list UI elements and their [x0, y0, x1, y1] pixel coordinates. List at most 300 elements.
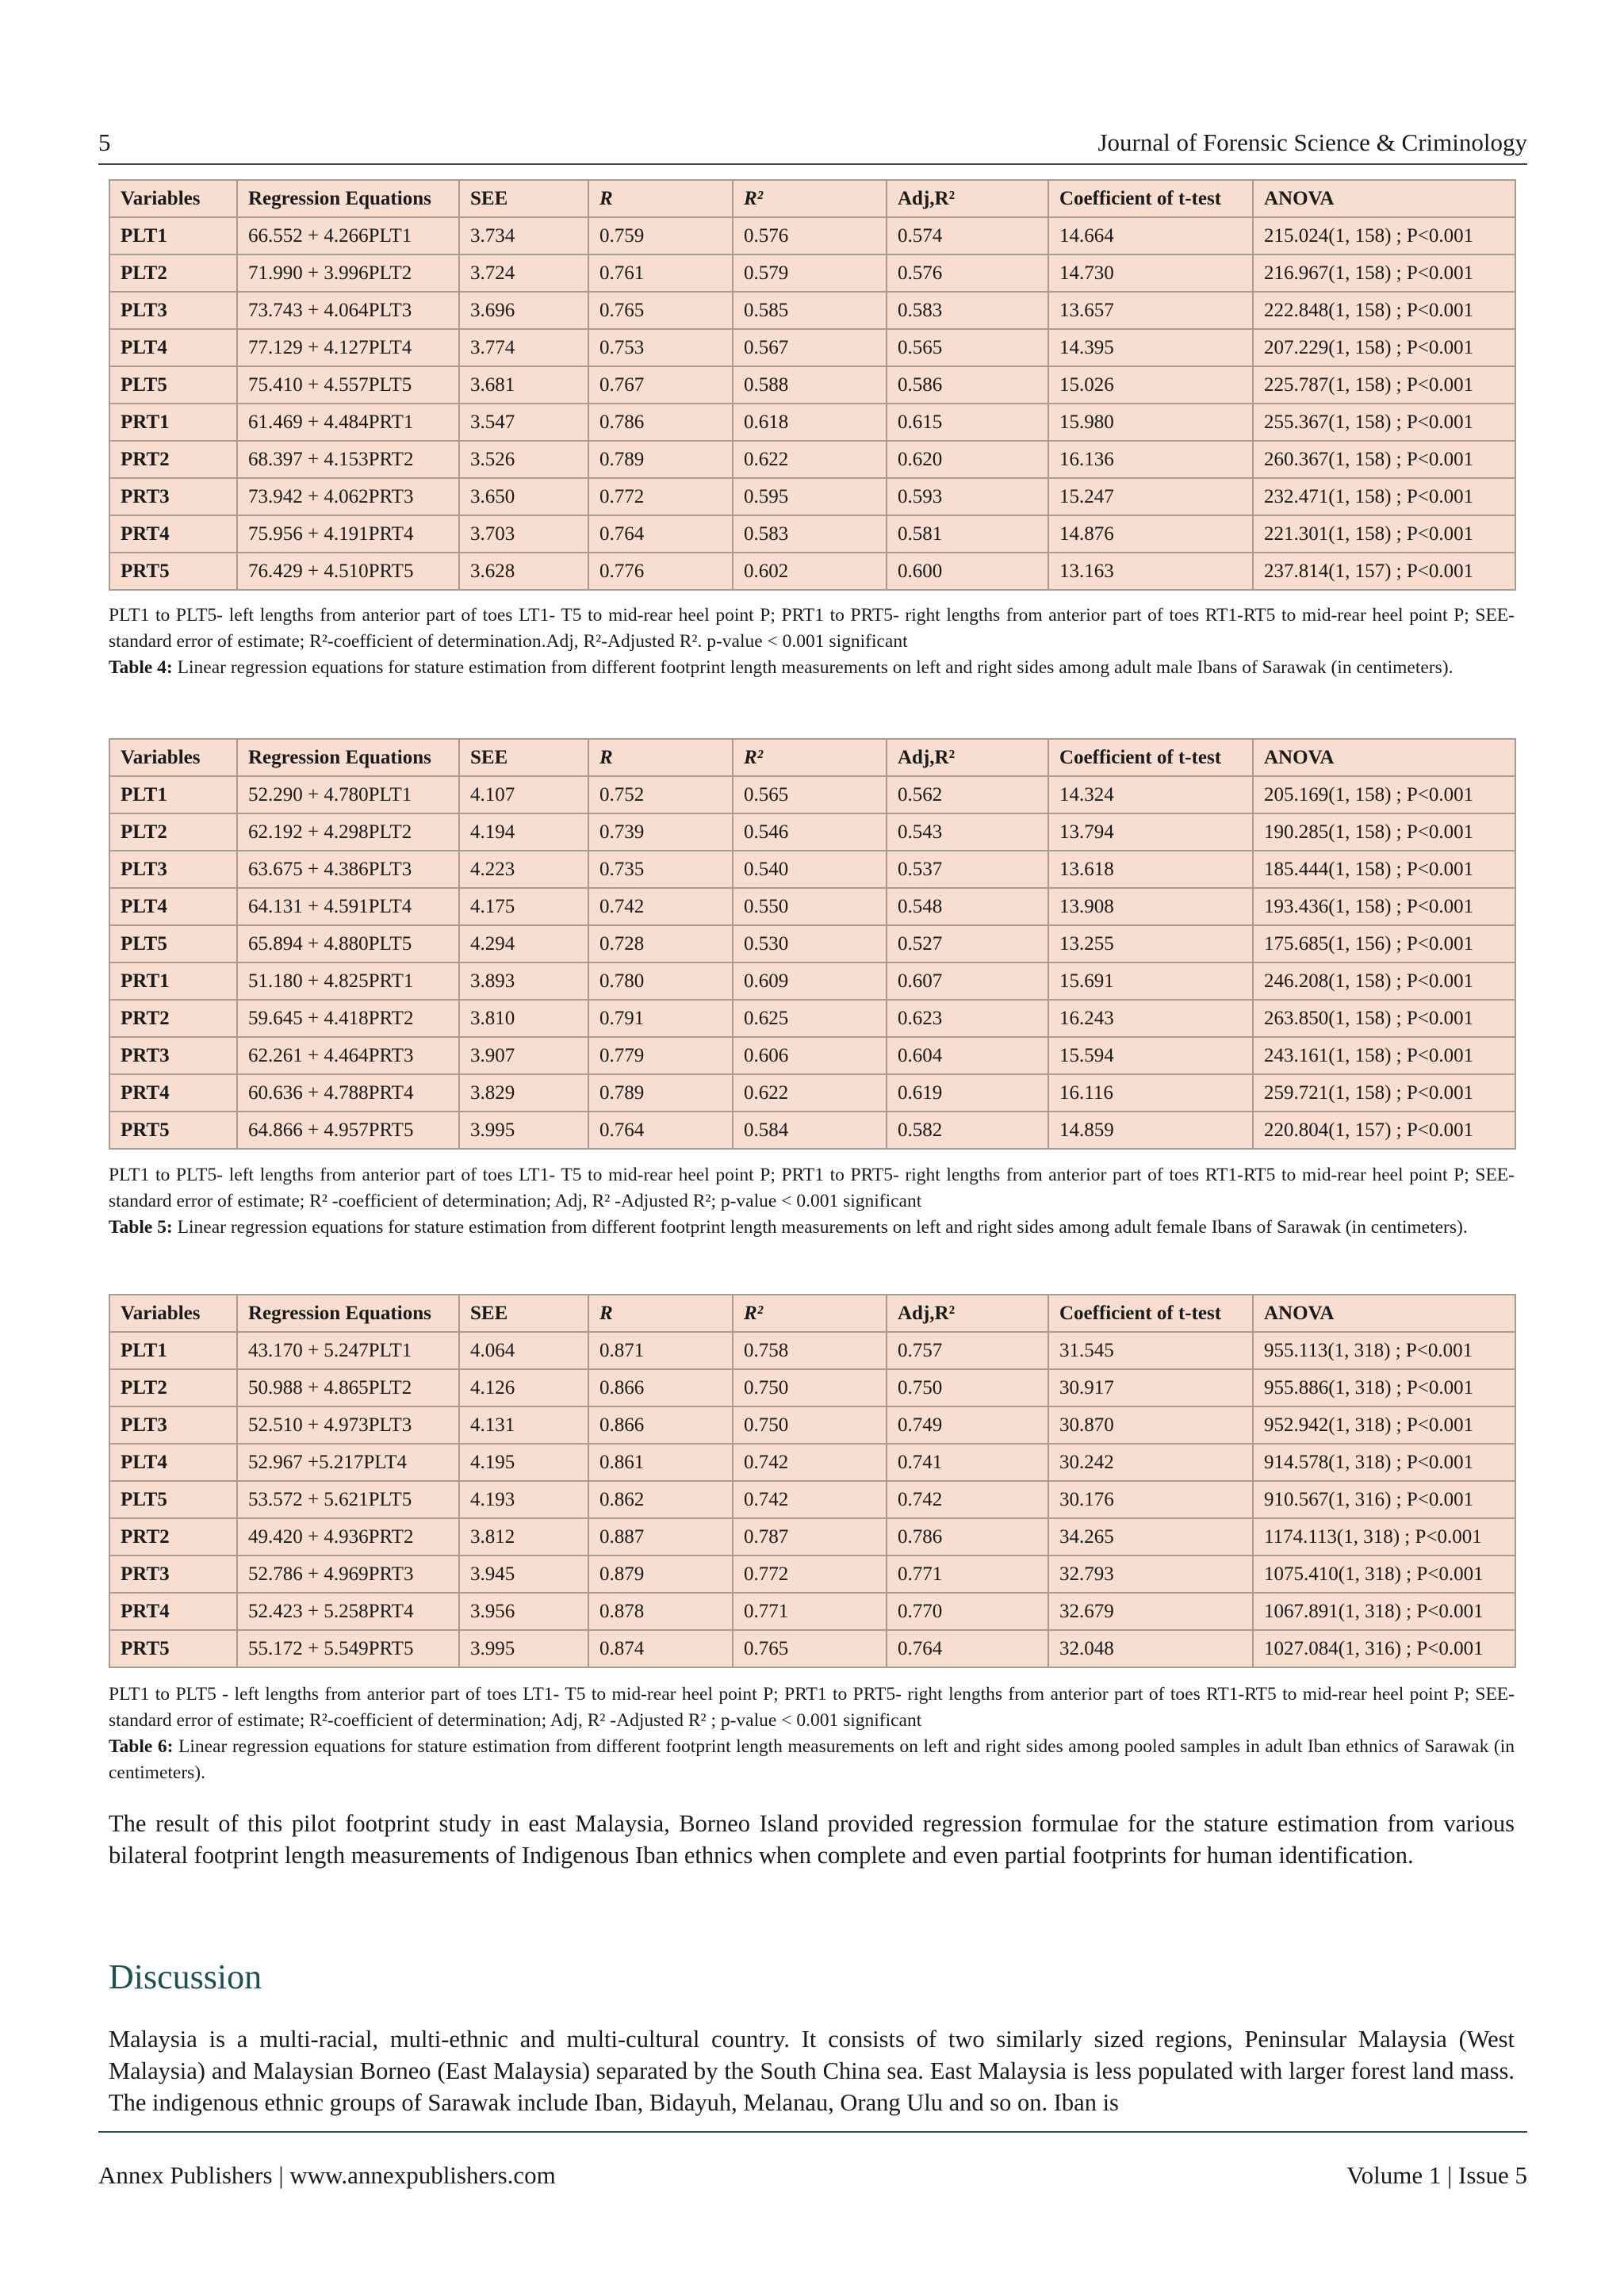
variable-cell: PLT2 — [109, 813, 237, 851]
table-5-caption-text: Linear regression equations for stature estimation from different footprint length measurements on left and right sides among adult female Ibans of Sarawak (in centimeters). — [177, 1217, 1468, 1238]
table-cell: 60.636 + 4.788PRT4 — [237, 1074, 459, 1112]
table-cell: 0.887 — [588, 1518, 733, 1556]
table-cell: 0.742 — [588, 888, 733, 925]
table-cell: 4.107 — [459, 776, 588, 813]
table-cell: 0.607 — [887, 962, 1048, 1000]
table-cell: 0.565 — [733, 776, 887, 813]
column-header: SEE — [459, 1295, 588, 1332]
table-cell: 3.907 — [459, 1037, 588, 1074]
table-cell: 4.064 — [459, 1332, 588, 1369]
table-row — [109, 404, 1515, 441]
table-cell: 15.026 — [1048, 366, 1253, 404]
table-cell: 0.600 — [887, 553, 1048, 590]
variable-cell: PLT3 — [109, 292, 237, 329]
table-cell: 0.862 — [588, 1481, 733, 1518]
table-cell: 225.787(1, 158) ; P<0.001 — [1253, 366, 1515, 404]
table-cell: 76.429 + 4.510PRT5 — [237, 553, 459, 590]
table-cell: 15.594 — [1048, 1037, 1253, 1074]
table-cell: 0.623 — [887, 1000, 1048, 1037]
table-5 — [109, 738, 1516, 1150]
table-cell: 0.735 — [588, 851, 733, 888]
table-header-row — [109, 739, 1515, 776]
table-cell: 0.742 — [733, 1481, 887, 1518]
table-row — [109, 962, 1515, 1000]
table-cell: 255.367(1, 158) ; P<0.001 — [1253, 404, 1515, 441]
table-cell: 0.584 — [733, 1112, 887, 1149]
table-cell: 1075.410(1, 318) ; P<0.001 — [1253, 1556, 1515, 1593]
table-cell: 50.988 + 4.865PLT2 — [237, 1369, 459, 1406]
table-cell: 52.510 + 4.973PLT3 — [237, 1406, 459, 1444]
table-6-caption-text: Linear regression equations for stature estimation from different footprint length measurements on left and right sides among pooled samples in adult Iban ethnics of Sarawak (in centimeters). — [109, 1736, 1515, 1783]
table-row — [109, 1593, 1515, 1630]
table-row — [109, 1112, 1515, 1149]
table-row — [109, 441, 1515, 478]
table-cell: 0.874 — [588, 1630, 733, 1667]
column-header: ANOVA — [1253, 1295, 1515, 1332]
table-cell: 0.620 — [887, 441, 1048, 478]
footer-rule — [98, 2131, 1527, 2133]
table-cell: 0.871 — [588, 1332, 733, 1369]
table-cell: 31.545 — [1048, 1332, 1253, 1369]
table-cell: 30.870 — [1048, 1406, 1253, 1444]
column-header: Variables — [109, 1295, 237, 1332]
table-row — [109, 888, 1515, 925]
variable-cell: PRT4 — [109, 515, 237, 553]
table-row — [109, 553, 1515, 590]
column-header: R² — [733, 739, 887, 776]
table-cell: 3.774 — [459, 329, 588, 366]
table-cell: 3.893 — [459, 962, 588, 1000]
table-cell: 3.945 — [459, 1556, 588, 1593]
table-cell: 13.657 — [1048, 292, 1253, 329]
table-cell: 13.908 — [1048, 888, 1253, 925]
table-cell: 3.526 — [459, 441, 588, 478]
table-row — [109, 1630, 1515, 1667]
table-cell: 52.786 + 4.969PRT3 — [237, 1556, 459, 1593]
table-cell: 0.753 — [588, 329, 733, 366]
variable-cell: PLT2 — [109, 1369, 237, 1406]
table-cell: 0.609 — [733, 962, 887, 1000]
table-cell: 0.757 — [887, 1332, 1048, 1369]
table-cell: 13.794 — [1048, 813, 1253, 851]
table-cell: 0.765 — [588, 292, 733, 329]
table-cell: 0.749 — [887, 1406, 1048, 1444]
table-cell: 68.397 + 4.153PRT2 — [237, 441, 459, 478]
table-4-caption — [109, 655, 1515, 681]
table-row — [109, 1000, 1515, 1037]
table-cell: 52.423 + 5.258PRT4 — [237, 1593, 459, 1630]
table-cell: 0.741 — [887, 1444, 1048, 1481]
table-cell: 4.294 — [459, 925, 588, 962]
column-header: Coefficient of t-test — [1048, 739, 1253, 776]
table-cell: 64.866 + 4.957PRT5 — [237, 1112, 459, 1149]
table-cell: 43.170 + 5.247PLT1 — [237, 1332, 459, 1369]
column-header: R² — [733, 180, 887, 217]
column-header: Regression Equations — [237, 180, 459, 217]
table-cell: 3.734 — [459, 217, 588, 254]
variable-cell: PRT1 — [109, 962, 237, 1000]
table-row — [109, 1518, 1515, 1556]
column-header: R — [588, 1295, 733, 1332]
table-cell: 190.285(1, 158) ; P<0.001 — [1253, 813, 1515, 851]
table-cell: 0.761 — [588, 254, 733, 292]
table-cell: 0.586 — [887, 366, 1048, 404]
table-row — [109, 1556, 1515, 1593]
table-cell: 246.208(1, 158) ; P<0.001 — [1253, 962, 1515, 1000]
table-cell: 0.619 — [887, 1074, 1048, 1112]
table-4-caption-label: Table 4: — [109, 657, 173, 678]
table-cell: 3.810 — [459, 1000, 588, 1037]
table-cell: 0.546 — [733, 813, 887, 851]
table-cell: 0.759 — [588, 217, 733, 254]
table-cell: 16.136 — [1048, 441, 1253, 478]
table-cell: 61.469 + 4.484PRT1 — [237, 404, 459, 441]
table-cell: 3.703 — [459, 515, 588, 553]
table-cell: 0.770 — [887, 1593, 1048, 1630]
table-5-note: PLT1 to PLT5- left lengths from anterior part of toes LT1- T5 to mid-rear heel point P; PRT1 to PRT5- right lengths from anterior part of toes RT1-RT5 to mid-rear heel point P; SEE- standard error of estimate; R² -coefficient of determination; Adj, R² -Adjusted R²; p-value < 0.001 significant — [109, 1165, 1515, 1211]
table-header-row — [109, 1295, 1515, 1332]
column-header: Variables — [109, 739, 237, 776]
table-cell: 4.194 — [459, 813, 588, 851]
table-row — [109, 366, 1515, 404]
column-header: Coefficient of t-test — [1048, 1295, 1253, 1332]
table-cell: 0.866 — [588, 1369, 733, 1406]
column-header: Adj,R² — [887, 180, 1048, 217]
table-cell: 0.771 — [733, 1593, 887, 1630]
table-cell: 0.530 — [733, 925, 887, 962]
variable-cell: PRT5 — [109, 1630, 237, 1667]
table-cell: 13.255 — [1048, 925, 1253, 962]
table-cell: 0.583 — [887, 292, 1048, 329]
table-row — [109, 1037, 1515, 1074]
table-cell: 3.812 — [459, 1518, 588, 1556]
column-header: SEE — [459, 739, 588, 776]
table-5-caption — [109, 1215, 1515, 1241]
table-cell: 263.850(1, 158) ; P<0.001 — [1253, 1000, 1515, 1037]
table-cell: 3.650 — [459, 478, 588, 515]
table-cell: 75.410 + 4.557PLT5 — [237, 366, 459, 404]
table-cell: 52.967 +5.217PLT4 — [237, 1444, 459, 1481]
table-cell: 4.131 — [459, 1406, 588, 1444]
table-cell: 0.615 — [887, 404, 1048, 441]
table-cell: 0.771 — [887, 1556, 1048, 1593]
variable-cell: PRT3 — [109, 1556, 237, 1593]
table-cell: 0.879 — [588, 1556, 733, 1593]
table-cell: 0.750 — [887, 1369, 1048, 1406]
table-cell: 955.113(1, 318) ; P<0.001 — [1253, 1332, 1515, 1369]
table-cell: 3.547 — [459, 404, 588, 441]
table-cell: 14.730 — [1048, 254, 1253, 292]
table-cell: 3.995 — [459, 1630, 588, 1667]
footer-issue: Volume 1 | Issue 5 — [1346, 2161, 1527, 2189]
table-cell: 73.942 + 4.062PRT3 — [237, 478, 459, 515]
table-cell: 193.436(1, 158) ; P<0.001 — [1253, 888, 1515, 925]
table-cell: 3.628 — [459, 553, 588, 590]
table-cell: 0.866 — [588, 1406, 733, 1444]
table-cell: 30.176 — [1048, 1481, 1253, 1518]
table-cell: 0.583 — [733, 515, 887, 553]
table-cell: 0.780 — [588, 962, 733, 1000]
table-row — [109, 515, 1515, 553]
table-cell: 1027.084(1, 316) ; P<0.001 — [1253, 1630, 1515, 1667]
table-cell: 0.789 — [588, 441, 733, 478]
table-cell: 4.193 — [459, 1481, 588, 1518]
variable-cell: PLT3 — [109, 1406, 237, 1444]
table-cell: 0.588 — [733, 366, 887, 404]
table-cell: 3.681 — [459, 366, 588, 404]
variable-cell: PRT2 — [109, 1518, 237, 1556]
table-cell: 207.229(1, 158) ; P<0.001 — [1253, 329, 1515, 366]
table-cell: 4.175 — [459, 888, 588, 925]
table-cell: 0.618 — [733, 404, 887, 441]
table-cell: 0.527 — [887, 925, 1048, 962]
table-cell: 259.721(1, 158) ; P<0.001 — [1253, 1074, 1515, 1112]
table-cell: 0.742 — [887, 1481, 1048, 1518]
table-cell: 0.582 — [887, 1112, 1048, 1149]
table-cell: 222.848(1, 158) ; P<0.001 — [1253, 292, 1515, 329]
variable-cell: PRT5 — [109, 553, 237, 590]
table-cell: 14.324 — [1048, 776, 1253, 813]
table-cell: 66.552 + 4.266PLT1 — [237, 217, 459, 254]
variable-cell: PLT5 — [109, 366, 237, 404]
table-cell: 0.750 — [733, 1406, 887, 1444]
table-row — [109, 1444, 1515, 1481]
table-cell: 0.606 — [733, 1037, 887, 1074]
table-cell: 53.572 + 5.621PLT5 — [237, 1481, 459, 1518]
table-cell: 910.567(1, 316) ; P<0.001 — [1253, 1481, 1515, 1518]
table-cell: 0.579 — [733, 254, 887, 292]
table-row — [109, 1369, 1515, 1406]
table-cell: 0.767 — [588, 366, 733, 404]
variable-cell: PRT2 — [109, 1000, 237, 1037]
table-cell: 0.791 — [588, 1000, 733, 1037]
column-header: Adj,R² — [887, 1295, 1048, 1332]
table-cell: 4.223 — [459, 851, 588, 888]
table-cell: 3.956 — [459, 1593, 588, 1630]
table-cell: 0.537 — [887, 851, 1048, 888]
table-cell: 3.829 — [459, 1074, 588, 1112]
table-cell: 0.543 — [887, 813, 1048, 851]
table-cell: 52.290 + 4.780PLT1 — [237, 776, 459, 813]
variable-cell: PRT5 — [109, 1112, 237, 1149]
table-cell: 260.367(1, 158) ; P<0.001 — [1253, 441, 1515, 478]
table-row — [109, 292, 1515, 329]
table-cell: 15.247 — [1048, 478, 1253, 515]
footer-publisher: Annex Publishers | www.annexpublishers.com — [98, 2161, 556, 2189]
table-row — [109, 217, 1515, 254]
table-cell: 0.585 — [733, 292, 887, 329]
variable-cell: PRT1 — [109, 404, 237, 441]
table-cell: 32.048 — [1048, 1630, 1253, 1667]
table-cell: 205.169(1, 158) ; P<0.001 — [1253, 776, 1515, 813]
table-cell: 215.024(1, 158) ; P<0.001 — [1253, 217, 1515, 254]
variable-cell: PLT2 — [109, 254, 237, 292]
table-cell: 220.804(1, 157) ; P<0.001 — [1253, 1112, 1515, 1149]
table-row — [109, 1074, 1515, 1112]
table-cell: 14.876 — [1048, 515, 1253, 553]
table-row — [109, 1481, 1515, 1518]
column-header: SEE — [459, 180, 588, 217]
table-cell: 0.758 — [733, 1332, 887, 1369]
table-cell: 0.764 — [887, 1630, 1048, 1667]
table-cell: 0.776 — [588, 553, 733, 590]
table-cell: 0.602 — [733, 553, 887, 590]
column-header: Regression Equations — [237, 739, 459, 776]
table-cell: 1067.891(1, 318) ; P<0.001 — [1253, 1593, 1515, 1630]
table-6 — [109, 1294, 1516, 1668]
table-cell: 71.990 + 3.996PLT2 — [237, 254, 459, 292]
table-cell: 0.622 — [733, 1074, 887, 1112]
variable-cell: PRT2 — [109, 441, 237, 478]
table-cell: 16.116 — [1048, 1074, 1253, 1112]
table-cell: 49.420 + 4.936PRT2 — [237, 1518, 459, 1556]
table-cell: 16.243 — [1048, 1000, 1253, 1037]
table-cell: 221.301(1, 158) ; P<0.001 — [1253, 515, 1515, 553]
table-cell: 59.645 + 4.418PRT2 — [237, 1000, 459, 1037]
table-cell: 0.593 — [887, 478, 1048, 515]
table-cell: 0.739 — [588, 813, 733, 851]
table-cell: 0.567 — [733, 329, 887, 366]
discussion-paragraph: Malaysia is a multi-racial, multi-ethnic and multi-cultural country. It consists of two similarly sized regions, Peninsular Malaysia (West Malaysia) and Malaysian Borneo (East Malaysia) separated by the South China sea. East Malaysia is less populated with larger forest land mass. The indigenous ethnic groups of Sarawak include Iban, Bidayuh, Melanau, Orang Ulu and so on. Iban is — [109, 2026, 1515, 2116]
table-cell: 64.131 + 4.591PLT4 — [237, 888, 459, 925]
table-cell: 0.789 — [588, 1074, 733, 1112]
table-cell: 0.574 — [887, 217, 1048, 254]
table-cell: 0.548 — [887, 888, 1048, 925]
table-cell: 0.604 — [887, 1037, 1048, 1074]
column-header: R — [588, 180, 733, 217]
table-cell: 0.550 — [733, 888, 887, 925]
table-cell: 0.581 — [887, 515, 1048, 553]
table-cell: 955.886(1, 318) ; P<0.001 — [1253, 1369, 1515, 1406]
table-cell: 55.172 + 5.549PRT5 — [237, 1630, 459, 1667]
result-paragraph: The result of this pilot footprint study in east Malaysia, Borneo Island provided regression formulae for the stature estimation from various bilateral footprint length measurements of Indigenous Iban ethnics when complete and even partial footprints for human identification. — [109, 1810, 1515, 1869]
variable-cell: PLT1 — [109, 217, 237, 254]
table-cell: 30.917 — [1048, 1369, 1253, 1406]
variable-cell: PLT5 — [109, 1481, 237, 1518]
table-cell: 0.562 — [887, 776, 1048, 813]
table-cell: 0.540 — [733, 851, 887, 888]
variable-cell: PLT4 — [109, 888, 237, 925]
table-cell: 175.685(1, 156) ; P<0.001 — [1253, 925, 1515, 962]
table-cell: 65.894 + 4.880PLT5 — [237, 925, 459, 962]
variable-cell: PRT4 — [109, 1074, 237, 1112]
table-6-caption-label: Table 6: — [109, 1736, 174, 1757]
table-4-note: PLT1 to PLT5- left lengths from anterior part of toes LT1- T5 to mid-rear heel point P; PRT1 to PRT5- right lengths from anterior part of toes RT1-RT5 to mid-rear heel point P; SEE- standard error of estimate; R²-coefficient of determination.Adj, R²-Adjusted R². p-value < 0.001 significant — [109, 605, 1515, 652]
table-cell: 0.786 — [588, 404, 733, 441]
table-row — [109, 478, 1515, 515]
variable-cell: PRT4 — [109, 1593, 237, 1630]
table-cell: 0.764 — [588, 1112, 733, 1149]
table-cell: 914.578(1, 318) ; P<0.001 — [1253, 1444, 1515, 1481]
table-cell: 243.161(1, 158) ; P<0.001 — [1253, 1037, 1515, 1074]
table-cell: 0.752 — [588, 776, 733, 813]
table-cell: 14.395 — [1048, 329, 1253, 366]
variable-cell: PLT1 — [109, 1332, 237, 1369]
table-row — [109, 925, 1515, 962]
table-cell: 14.664 — [1048, 217, 1253, 254]
table-cell: 73.743 + 4.064PLT3 — [237, 292, 459, 329]
table-cell: 0.742 — [733, 1444, 887, 1481]
column-header: Regression Equations — [237, 1295, 459, 1332]
discussion-heading: Discussion — [109, 1957, 262, 1996]
table-cell: 237.814(1, 157) ; P<0.001 — [1253, 553, 1515, 590]
table-cell: 0.576 — [887, 254, 1048, 292]
table-cell: 0.750 — [733, 1369, 887, 1406]
table-cell: 4.195 — [459, 1444, 588, 1481]
variable-cell: PLT5 — [109, 925, 237, 962]
table-cell: 13.618 — [1048, 851, 1253, 888]
table-cell: 4.126 — [459, 1369, 588, 1406]
table-cell: 13.163 — [1048, 553, 1253, 590]
table-cell: 0.595 — [733, 478, 887, 515]
table-4-caption-text: Linear regression equations for stature estimation from different footprint length measurements on left and right sides among adult male Ibans of Sarawak (in centimeters). — [177, 657, 1454, 678]
column-header: Adj,R² — [887, 739, 1048, 776]
table-cell: 0.576 — [733, 217, 887, 254]
table-cell: 15.691 — [1048, 962, 1253, 1000]
table-cell: 232.471(1, 158) ; P<0.001 — [1253, 478, 1515, 515]
table-cell: 0.764 — [588, 515, 733, 553]
table-cell: 77.129 + 4.127PLT4 — [237, 329, 459, 366]
page-number: 5 — [98, 128, 111, 156]
table-cell: 62.192 + 4.298PLT2 — [237, 813, 459, 851]
table-cell: 185.444(1, 158) ; P<0.001 — [1253, 851, 1515, 888]
column-header: Coefficient of t-test — [1048, 180, 1253, 217]
table-cell: 0.625 — [733, 1000, 887, 1037]
table-cell: 51.180 + 4.825PRT1 — [237, 962, 459, 1000]
table-row — [109, 1332, 1515, 1369]
table-cell: 32.793 — [1048, 1556, 1253, 1593]
column-header: ANOVA — [1253, 180, 1515, 217]
variable-cell: PLT4 — [109, 1444, 237, 1481]
table-6-caption — [109, 1734, 1515, 1786]
table-header-row — [109, 180, 1515, 217]
table-cell: 15.980 — [1048, 404, 1253, 441]
table-cell: 0.861 — [588, 1444, 733, 1481]
table-cell: 3.724 — [459, 254, 588, 292]
table-cell: 216.967(1, 158) ; P<0.001 — [1253, 254, 1515, 292]
table-row — [109, 329, 1515, 366]
header-rule — [98, 163, 1527, 165]
table-cell: 0.787 — [733, 1518, 887, 1556]
table-cell: 14.859 — [1048, 1112, 1253, 1149]
table-cell: 0.728 — [588, 925, 733, 962]
column-header: ANOVA — [1253, 739, 1515, 776]
column-header: Variables — [109, 180, 237, 217]
table-cell: 0.772 — [733, 1556, 887, 1593]
table-row — [109, 1406, 1515, 1444]
table-cell: 30.242 — [1048, 1444, 1253, 1481]
variable-cell: PRT3 — [109, 1037, 237, 1074]
table-cell: 0.779 — [588, 1037, 733, 1074]
table-5-caption-label: Table 5: — [109, 1217, 173, 1238]
table-cell: 75.956 + 4.191PRT4 — [237, 515, 459, 553]
variable-cell: PLT1 — [109, 776, 237, 813]
variable-cell: PLT4 — [109, 329, 237, 366]
table-row — [109, 776, 1515, 813]
journal-name: Journal of Forensic Science & Criminology — [1097, 128, 1527, 156]
column-header: R — [588, 739, 733, 776]
table-cell: 63.675 + 4.386PLT3 — [237, 851, 459, 888]
table-cell: 34.265 — [1048, 1518, 1253, 1556]
table-cell: 0.772 — [588, 478, 733, 515]
variable-cell: PLT3 — [109, 851, 237, 888]
table-cell: 3.696 — [459, 292, 588, 329]
table-row — [109, 813, 1515, 851]
table-cell: 62.261 + 4.464PRT3 — [237, 1037, 459, 1074]
column-header: R² — [733, 1295, 887, 1332]
table-cell: 952.942(1, 318) ; P<0.001 — [1253, 1406, 1515, 1444]
table-6-note: PLT1 to PLT5 - left lengths from anterior part of toes LT1- T5 to mid-rear heel point P; PRT1 to PRT5- right lengths from anterior part of toes RT1-RT5 to mid-rear heel point P; SEE- standard error of estimate; R²-coefficient of determination; Adj, R² -Adjusted R² ; p-value < 0.001 significant — [109, 1684, 1515, 1731]
